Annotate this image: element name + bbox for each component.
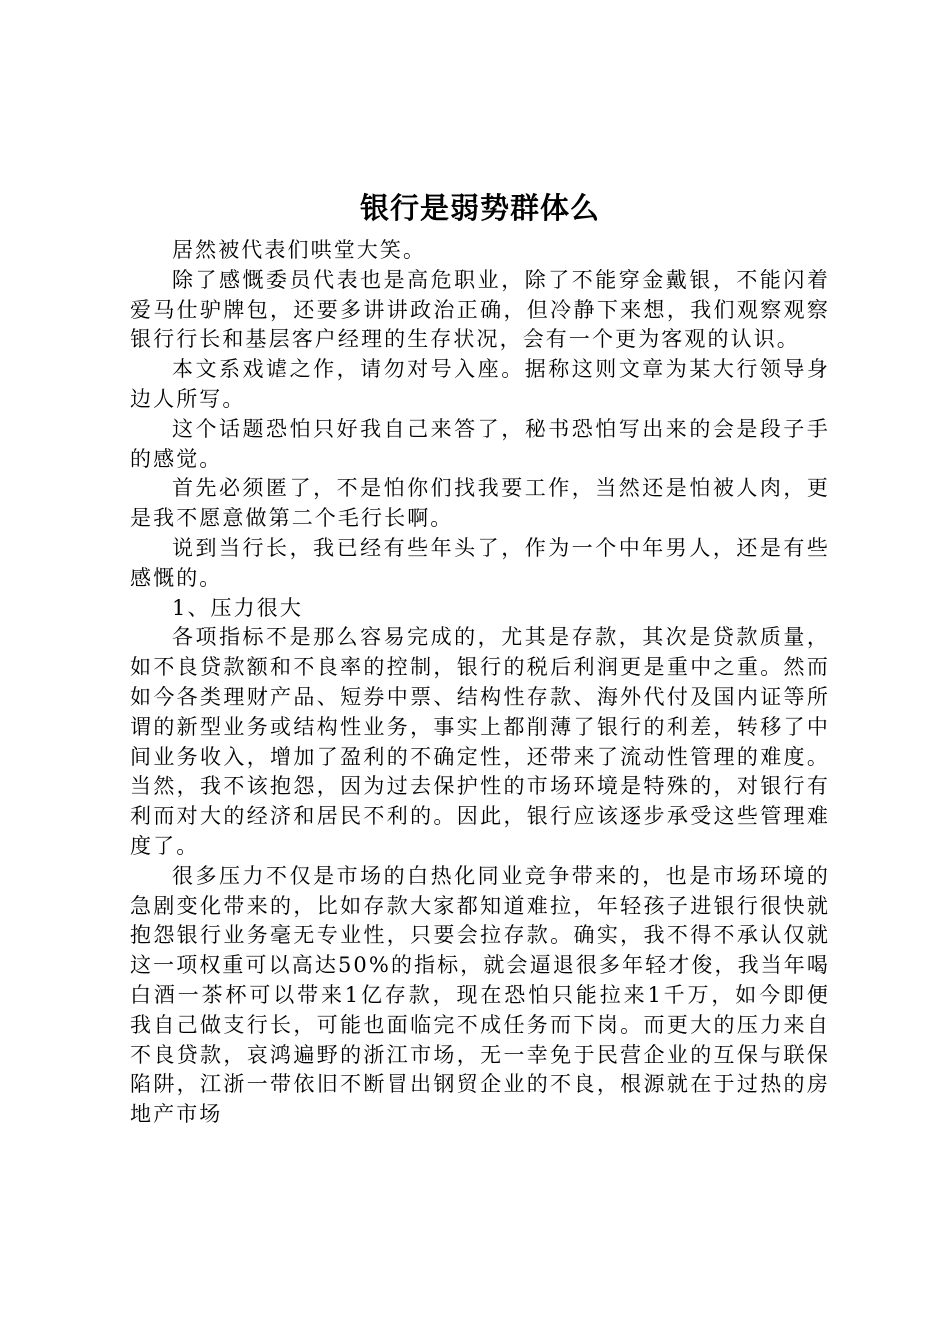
document-page xyxy=(130,180,830,1130)
paragraph: 居然被代表们哄堂大笑。 xyxy=(172,238,427,262)
section-heading: 1、压力很大 xyxy=(172,595,303,620)
document-title: 银行是弱势群体么 xyxy=(359,191,600,225)
paragraph: 这个话题恐怕只好我自己来答了，秘书恐怕写出来的会是段子手的感觉。 xyxy=(130,416,830,471)
paragraph: 说到当行长，我已经有些年头了，作为一个中年男人，还是有些感慨的。 xyxy=(130,535,830,590)
paragraph: 很多压力不仅是市场的白热化同业竞争带来的，也是市场环境的急剧变化带来的，比如存款大家都知道难拉，年轻孩子进银行很快就抱怨银行业务毫无专业性，只要会拉存款。确实，我不得不承认仅就这一项权重可以高达50%的指标，就会逼退很多年轻才俊，我当年喝白酒一茶杯可以带来1亿存款，现在恐怕只能拉来1千万，如今即便我自己做支行长，可能也面临完不成任务而下岗。而更大的压力来自不良贷款，哀鸿遍野的浙江市场，无一幸免于民营企业的互保与联保陷阱，江浙一带依旧不断冒出钢贸企业的不良，根源就在于过热的房地产市场 xyxy=(130,863,830,1127)
paragraph: 本文系戏谑之作，请勿对号入座。据称这则文章为某大行领导身边人所写。 xyxy=(130,357,830,411)
paragraph: 首先必须匿了，不是怕你们找我要工作，当然还是怕被人肉，更是我不愿意做第二个毛行长啊。 xyxy=(130,476,830,531)
paragraph: 除了感慨委员代表也是高危职业，除了不能穿金戴银，不能闪着爱马仕驴牌包，还要多讲讲政治正确，但冷静下来想，我们观察观察银行行长和基层客户经理的生存状况，会有一个更为客观的认识。 xyxy=(130,267,830,352)
paragraph: 各项指标不是那么容易完成的，尤其是存款，其次是贷款质量，如不良贷款额和不良率的控制，银行的税后利润更是重中之重。然而如今各类理财产品、短券中票、结构性存款、海外代付及国内证等所谓的新型业务或结构性业务，事实上都削薄了银行的利差，转移了中间业务收入，增加了盈利的不确定性，还带来了流动性管理的难度。当然，我不该抱怨，因为过去保护性的市场环境是特殊的，对银行有利而对大的经济和居民不利的。因此，银行应该逐步承受这些管理难度了。 xyxy=(130,625,830,858)
